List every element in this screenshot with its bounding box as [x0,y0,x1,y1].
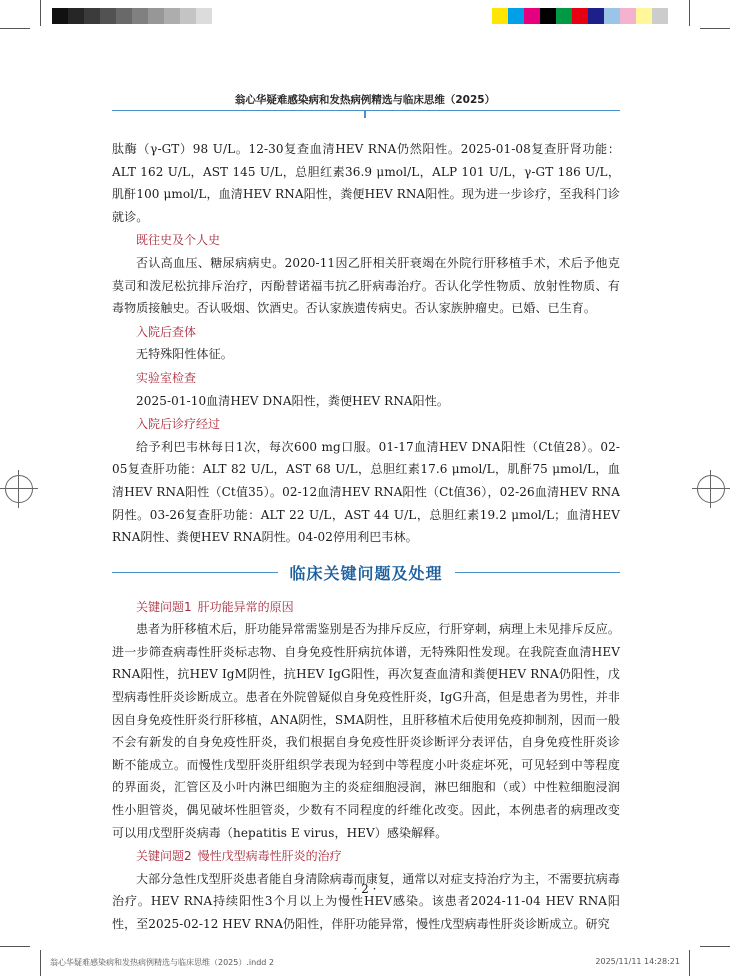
crop-mark [689,0,690,26]
gray-swatch [116,8,132,24]
lab-paragraph: 2025-01-10血清HEV DNA阳性，粪便HEV RNA阳性。 [136,393,449,408]
gray-swatch [196,8,212,24]
physical-exam-heading: 入院后查体 [136,324,197,339]
crop-mark [0,946,30,947]
footer-timestamp: 2025/11/11 14:28:21 [595,957,680,966]
question2-title: 慢性戊型病毒性肝炎的治疗 [197,849,342,864]
question1-title: 肝功能异常的原因 [197,599,294,614]
crop-mark [700,946,730,947]
registration-mark [697,475,725,503]
crop-mark [40,0,41,26]
color-swatch [588,8,604,24]
question2-paragraph: 大部分急性戊型肝炎患者能自身清除病毒而康复，通常以对症支持治疗为主，不需要抗病毒治疗。HEV RNA持续阳性3个月以上为慢性HEV感染。该患者2024-11-04 HEV RNA阳性，至2025-02-12 HEV RNA仍阳性，伴肝功能异常，慢性戊型病毒性肝炎诊断成立。研究 [112,871,621,931]
history-paragraph: 否认高血压、糖尿病病史。2020-11因乙肝相关肝衰竭在外院行肝移植手术，术后予他克莫司和泼尼松抗排斥治疗，丙酚替诺福韦抗乙肝病毒治疗。否认化学性物质、放射性物质、有毒物质接触史。否认吸烟、饮酒史。否认家族遗传病史。否认家族肿瘤史。已婚、已生育。 [112,255,620,316]
gray-swatch [68,8,84,24]
gray-swatch [180,8,196,24]
color-swatch [540,8,556,24]
lab-heading: 实验室检查 [136,370,197,385]
gray-swatch [148,8,164,24]
question1-heading [112,596,620,619]
gray-swatch [52,8,68,24]
color-swatch [620,8,636,24]
page-number: · 2 · [353,882,377,896]
gray-swatch [100,8,116,24]
crop-mark [40,950,41,976]
section-rule-left [112,572,278,573]
gray-swatch [164,8,180,24]
crop-mark [700,28,730,29]
header-rule [112,110,620,111]
section-rule-right [455,572,621,573]
color-calibration-bar [492,8,668,24]
question2-heading [112,845,620,868]
color-swatch [556,8,572,24]
section-title: 临床关键问题及处理 [289,563,443,583]
question1-paragraph: 患者为肝移植术后，肝功能异常需鉴别是否为排斥反应，行肝穿刺，病理上未见排斥反应。进一步筛查病毒性肝炎标志物、自身免疫性肝病抗体谱，无特殊阳性发现。在我院查血清HEV RNA阳性，抗HEV IgM阴性，抗HEV IgG阳性，再次复查血清和粪便HEV RNA仍阳性，戊型病毒性肝炎诊断成立。患者在外院曾疑似自身免疫性肝炎，IgG升高，但是患者为男性，并非因自身免疫性肝炎行肝移植，ANA阴性，SMA阴性，且肝移植术后使用免疫抑制剂，因而一般不会有新发的自身免疫性肝炎，我们根据自身免疫性肝炎诊断评分表评估，自身免疫性肝炎诊断不能成立。而慢性戊型肝炎肝组织学表现为轻到中等程度小叶炎症坏死，可见轻到中等程度的界面炎，汇管区及小叶内淋巴细胞为主的炎症细胞浸润，淋巴细胞和（或）中性粒细胞浸润性小胆管炎，偶见破坏性胆管炎，少数有不同程度的纤维化改变。因此，本例患者的病理改变可以用戊型肝炎病毒（hepatitis E virus，HEV）感染解释。 [112,622,621,840]
header-rule-tick [364,110,366,118]
course-paragraph: 给予利巴韦林每日1次，每次600 mg口服。01-17血清HEV DNA阳性（Ct值28）。02-05复查肝功能：ALT 82 U/L，AST 68 U/L，总胆红素17.6 μmol/L，肌酐75 μmol/L，血清HEV RNA阳性（Ct值35）。02-12血清HEV RNA阳性（Ct值36），02-26血清HEV RNA阴性。03-26复查肝功能：ALT 22 U/L，AST 44 U/L，总胆红素19.2 μmol/L；血清HEV RNA阴性、粪便HEV RNA阴性。04-02停用利巴韦林。 [112,439,620,545]
question2-number: 关键问题2 [136,849,192,864]
continuation-paragraph: 肽酶（γ-GT）98 U/L。12-30复查血清HEV RNA仍然阳性。2025-01-08复查肝肾功能：ALT 162 U/L，AST 145 U/L，总胆红素36.9 μmol/L，ALP 101 U/L，γ-GT 186 U/L，肌酐100 μmol/L，血清HEV RNA阳性，粪便HEV RNA阳性。现为进一步诊疗，至我科门诊就诊。 [112,142,620,224]
crop-mark [689,950,690,976]
page-body [112,138,620,936]
color-swatch [604,8,620,24]
course-heading: 入院后诊疗经过 [136,417,221,432]
question1-number: 关键问题1 [136,599,192,614]
gray-swatch [132,8,148,24]
footer-file-name: 翁心华疑难感染病和发热病例精选与临床思维（2025）.indd 2 [50,958,274,967]
physical-exam-paragraph: 无特殊阳性体征。 [136,347,233,362]
registration-mark [5,475,33,503]
crop-mark [0,28,30,29]
color-swatch [524,8,540,24]
section-heading [112,561,620,584]
gray-swatch [84,8,100,24]
history-heading: 既往史及个人史 [136,233,221,248]
color-swatch [508,8,524,24]
color-swatch [652,8,668,24]
color-swatch [636,8,652,24]
running-header-title: 翁心华疑难感染病和发热病例精选与临床思维（2025） [234,94,496,106]
color-swatch [572,8,588,24]
gray-calibration-bar [52,8,212,24]
color-swatch [492,8,508,24]
